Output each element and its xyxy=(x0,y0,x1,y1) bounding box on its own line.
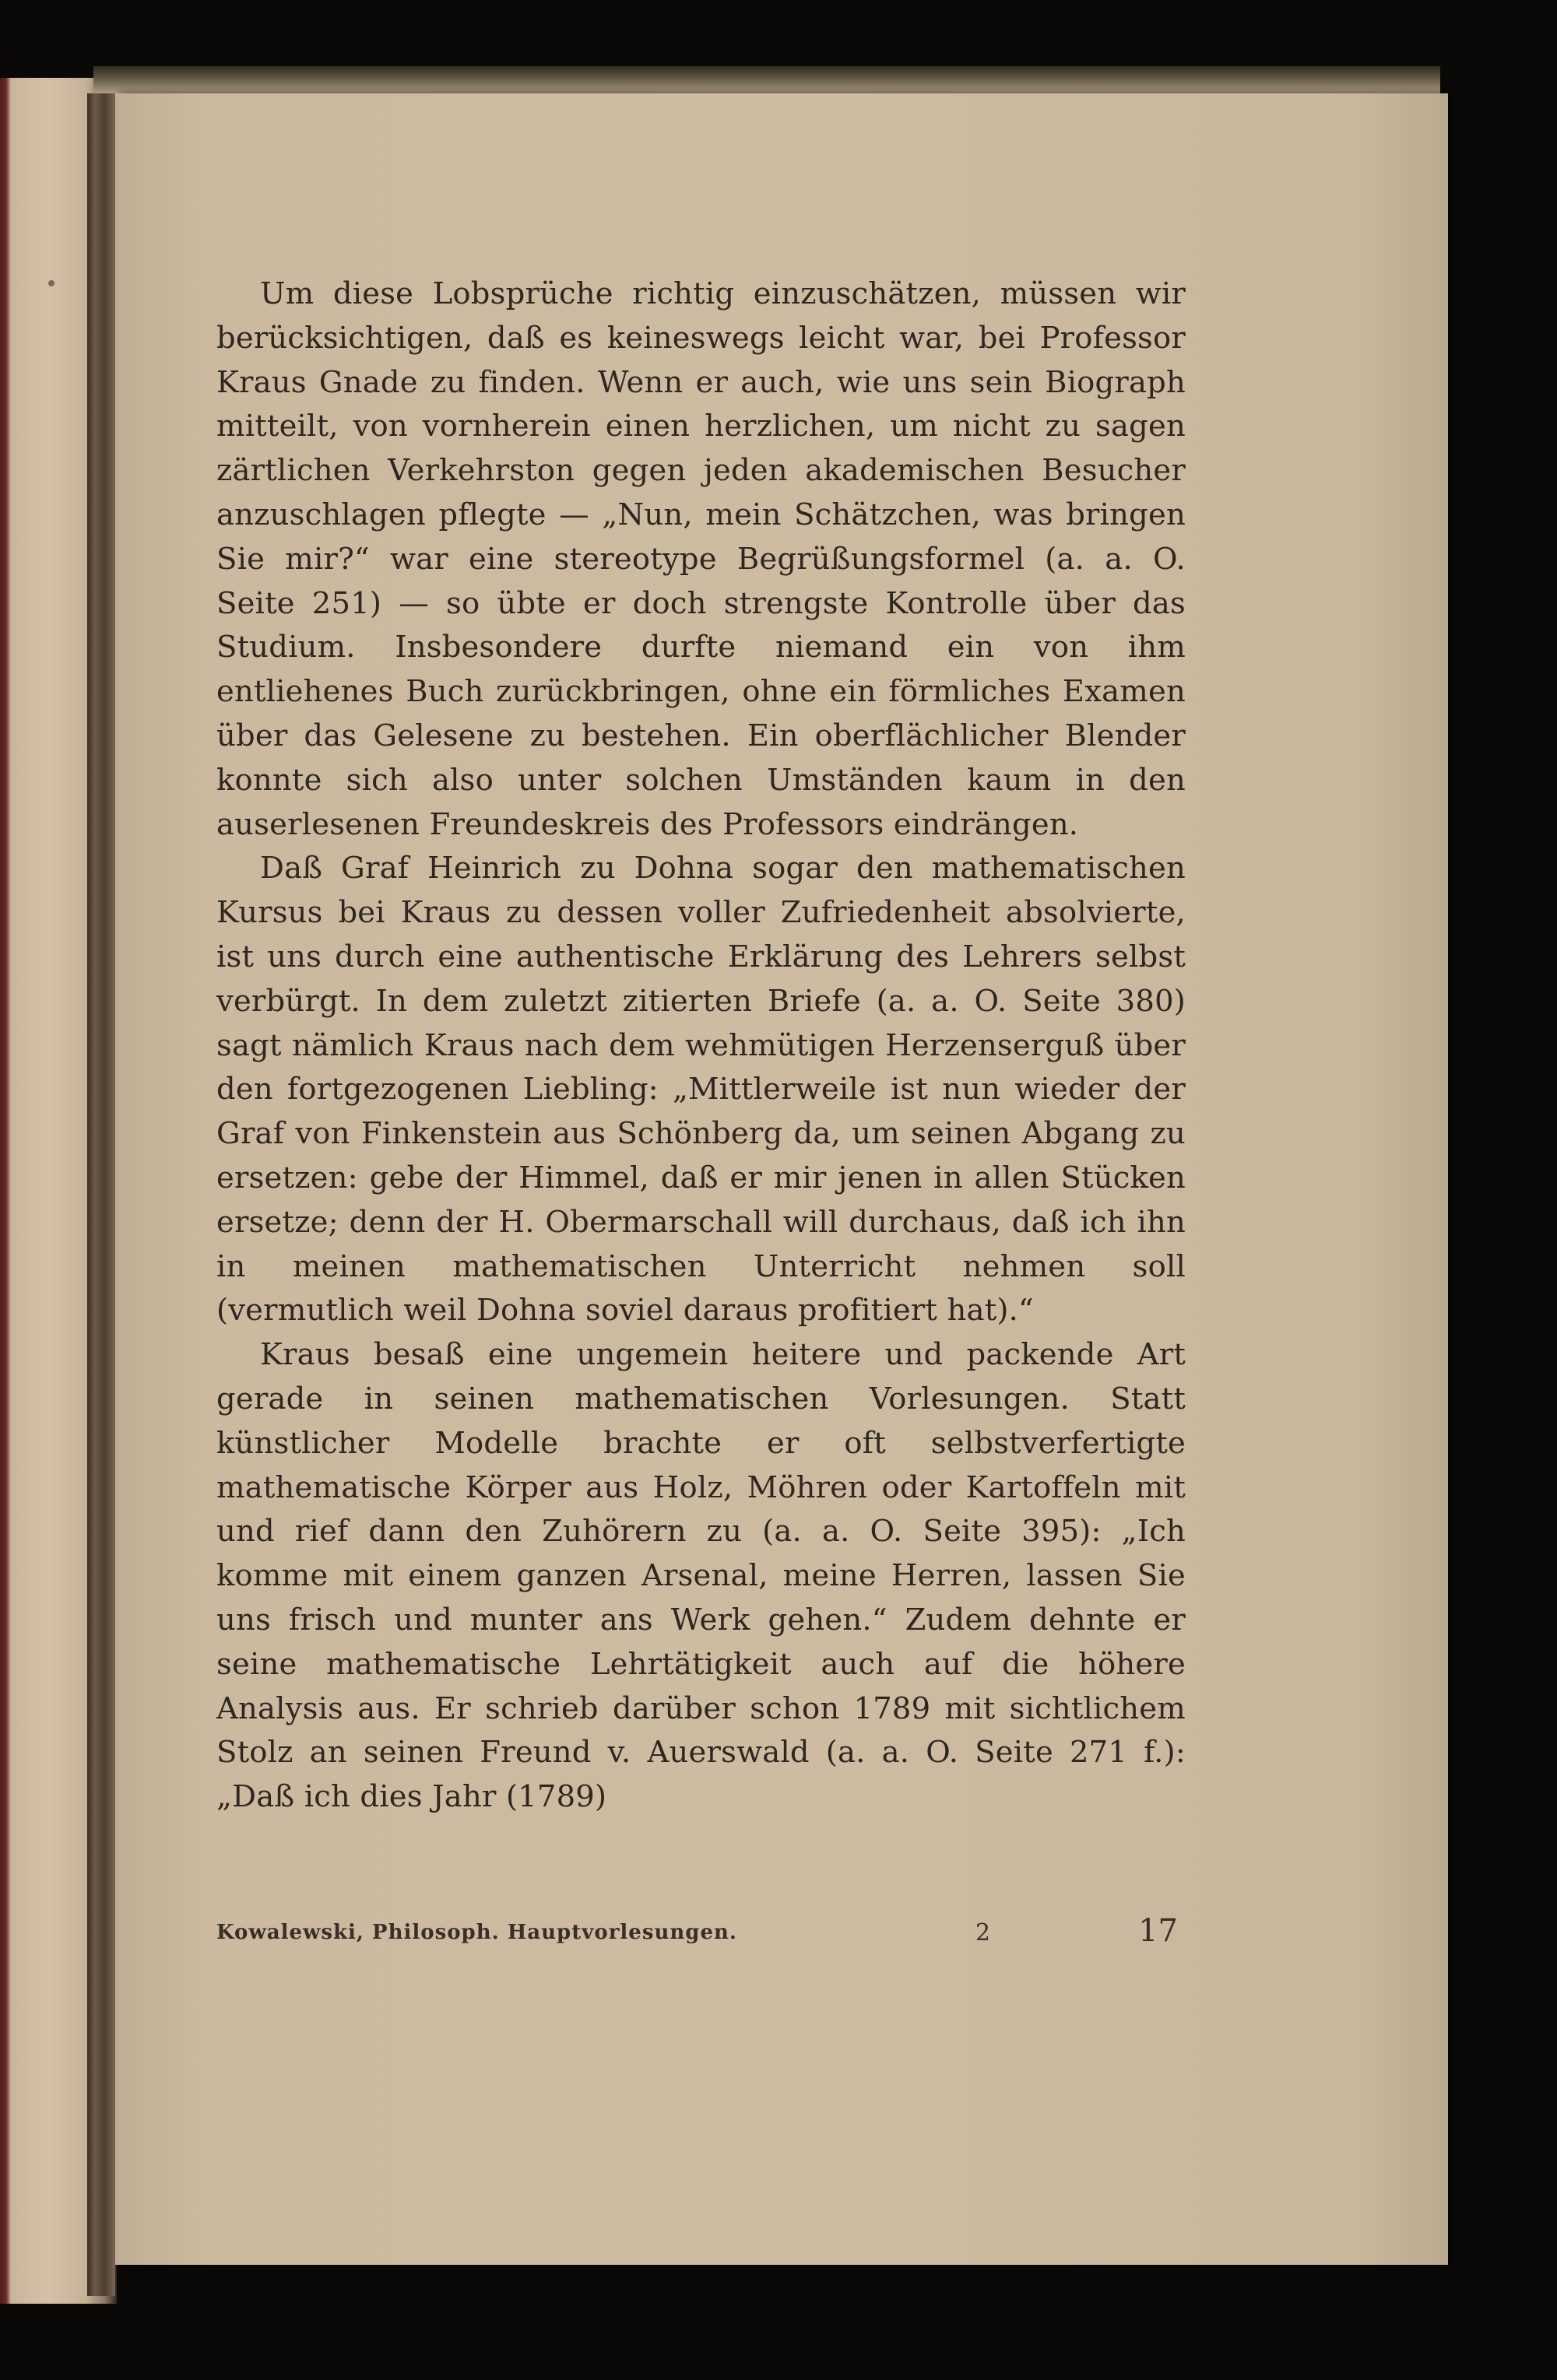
page-gutter xyxy=(87,93,115,2296)
paragraph: Um diese Lobsprüche richtig einzuschätzen, müssen wir berücksichtigen, daß es keineswegs leicht war, bei Professor Kraus Gnade zu finden. Wenn er auch, wie uns sein Biograph mitteilt, von vornherein einen herzlichen, um nicht zu sagen zärtlichen Verkehrston gegen jeden akademischen Besucher anzuschlagen pflegte — „Nun, mein Schätzchen, was bringen Sie mir?“ war eine stereotype Begrüßungsformel (a. a. O. Seite 251) — so übte er doch strengste Kontrolle über das Studium. Insbesondere durfte niemand ein von ihm entliehenes Buch zurückbringen, ohne ein förmliches Examen über das Gelesene zu bestehen. Ein oberflächlicher Blender konnte sich also unter solchen Umständen kaum in den auserlesenen Freundeskreis des Professors eindrängen. xyxy=(216,276,1186,842)
body-text xyxy=(216,272,1186,1820)
page-footer xyxy=(216,1913,1186,1960)
signature-number: 2 xyxy=(975,1919,991,1946)
printer-signature: Kowalewski, Philosoph. Hauptvorlesungen. xyxy=(216,1921,737,1944)
page-number: 17 xyxy=(1138,1913,1178,1949)
dust-speck xyxy=(48,280,54,286)
paragraph: Kraus besaß eine ungemein heitere und packende Art gerade in seinen mathematischen Vorlesungen. Statt künstlicher Modelle brachte er oft selbstverfertigte mathematische Körper aus Holz, Möhren oder Kartoffeln mit und rief dann den Zuhörern zu (a. a. O. Seite 395): „Ich komme mit einem ganzen Arsenal, meine Herren, lassen Sie uns frisch und munter ans Werk gehen.“ Zudem dehnte er seine mathematische Lehrtätigkeit auch auf die höhere Analysis aus. Er schrieb darüber schon 1789 mit sichtlichem Stolz an seinen Freund v. Auerswald (a. a. O. Seite 271 f.): „Daß ich dies Jahr (1789) xyxy=(216,1337,1186,1815)
page-stack-edge xyxy=(93,66,1440,96)
paragraph: Daß Graf Heinrich zu Dohna sogar den mathematischen Kursus bei Kraus zu dessen voller Zufriedenheit absolvierte, ist uns durch eine authentische Erklärung des Lehrers selbst verbürgt. In dem zuletzt zitierten Briefe (a. a. O. Seite 380) sagt nämlich Kraus nach dem wehmütigen Herzenserguß über den fortgezogenen Liebling: „Mittlerweile ist nun wieder der Graf von Finkenstein aus Schönberg da, um seinen Abgang zu ersetzen: gebe der Himmel, daß er mir jenen in allen Stücken ersetze; denn der H. Obermarschall will durchaus, daß ich ihn in meinen mathematischen Unterricht nehmen soll (vermutlich weil Dohna soviel daraus profitiert hat).“ xyxy=(216,851,1186,1329)
